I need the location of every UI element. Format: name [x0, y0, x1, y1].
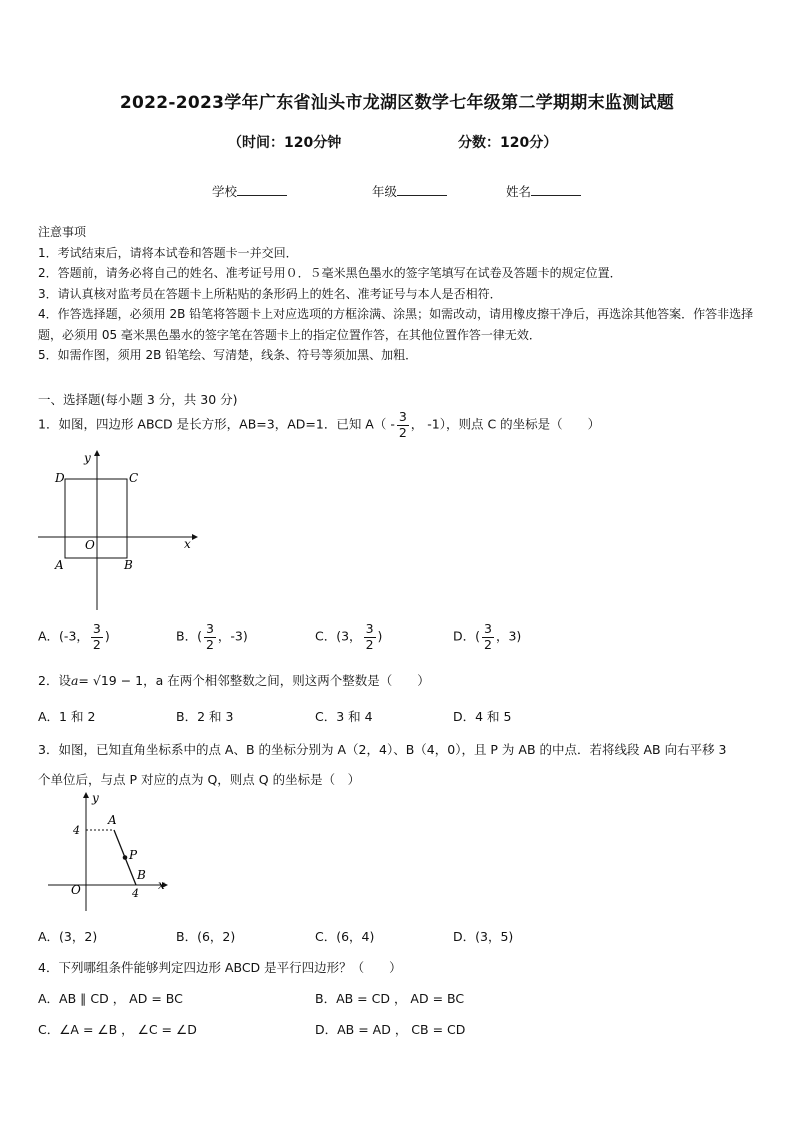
q3-option-a[interactable]: A．(3，2) [38, 929, 98, 944]
y-axis-arrow [94, 450, 100, 456]
page-title: 2022-2023学年广东省汕头市龙湖区数学七年级第二学期期末监测试题 [119, 93, 675, 113]
q1-option-b[interactable] [176, 622, 248, 652]
q2-option-b[interactable]: B．2 和 3 [176, 709, 234, 724]
name-field [506, 182, 581, 200]
y-tick-4: 4 [73, 824, 80, 837]
q3-option-b[interactable]: B．(6，2) [176, 929, 236, 944]
q2-option-d[interactable]: D．4 和 5 [453, 709, 512, 724]
school-label: 学校 [212, 184, 238, 199]
point-a-label: A [55, 558, 64, 572]
point-b-label: B [137, 868, 146, 882]
x-axis-label: x [184, 537, 191, 551]
notes-block [38, 222, 760, 366]
notes-item: 4．作答选择题，必须用 2B 铅笔将答题卡上对应选项的方框涂满、涂黑；如需改动，请用橡皮擦干净后，再选涂其他答案．作答非选择题，必须用 05 毫米黑色墨水的签字笔在答题卡上的指定位置作答，在其他位置作答一律无效． [38, 307, 754, 342]
y-axis-arrow [83, 792, 89, 798]
q4-option-a[interactable]: A．AB ∥ CD ， AD = BC [38, 991, 183, 1006]
frac-numerator: 3 [92, 621, 101, 636]
question-2 [38, 671, 430, 689]
option-tail: ) [377, 628, 383, 644]
notes-item: 3．请认真核对监考员在答题卡上所粘贴的条形码上的姓名、准考证号与本人是否相符． [38, 286, 502, 301]
name-label: 姓名 [506, 184, 532, 199]
notes-item: 1．考试结束后，请将本试卷和答题卡一并交回． [38, 245, 298, 260]
fraction [204, 622, 216, 652]
fraction [364, 622, 376, 652]
rectangle-abcd [65, 479, 127, 558]
origin-label: O [71, 883, 81, 897]
point-p-dot [123, 855, 128, 860]
frac-numerator: 3 [484, 621, 492, 636]
grade-blank [397, 183, 447, 196]
y-axis-label: y [84, 451, 91, 465]
notes-heading: 注意事项 [38, 225, 87, 239]
point-d-label: D [55, 471, 65, 485]
question-3-line-2: 个单位后，与点 P 对应的点为 Q，则点 Q 的坐标是（ ） [38, 772, 361, 787]
q2-expression: = √19 − 1 [78, 673, 144, 688]
q1-text: 1．如图，四边形 ABCD 是长方形，AB=3，AD=1．已知 A（ - [38, 416, 395, 432]
q2-option-c[interactable]: C．3 和 4 [315, 709, 373, 724]
q1-text-end: ， -1），则点 C 的坐标是（ ） [410, 416, 601, 432]
fraction [397, 410, 409, 440]
frac-numerator: 3 [205, 621, 214, 636]
q3-option-d[interactable]: D．(3，5) [453, 929, 514, 944]
school-field [212, 182, 287, 200]
option-label: A．(-3， [38, 628, 89, 644]
q1-option-d[interactable] [453, 622, 521, 652]
option-tail: ，3) [495, 628, 522, 644]
q4-option-c[interactable]: C．∠A = ∠B ， ∠C = ∠D [38, 1022, 197, 1037]
option-tail: ) [104, 628, 110, 644]
notes-item: 2．答题前，请务必将自己的姓名、准考证号用０．５毫米黑色墨水的签字笔填写在试卷及答题卡的规定位置． [38, 266, 622, 280]
name-blank [531, 183, 581, 196]
q4-option-d[interactable]: D．AB = AD ， CB = CD [315, 1022, 466, 1037]
fraction [91, 622, 103, 652]
frac-denominator: 2 [398, 424, 407, 440]
question-3-line-1: 3．如图，已知直角坐标系中的点 A、B 的坐标分别为 A（2，4）、B（4，0），且 P 为 AB 的中点．若将线段 AB 向右平移 3 [38, 742, 727, 757]
option-label: C．(3， [315, 628, 362, 644]
frac-numerator: 3 [365, 621, 374, 636]
frac-denominator: 2 [365, 636, 374, 652]
school-blank [237, 183, 287, 196]
frac-denominator: 2 [205, 636, 214, 652]
point-b-label: B [124, 558, 133, 572]
question-1 [38, 410, 600, 440]
point-c-label: C [129, 471, 139, 485]
q4-option-b[interactable]: B．AB = CD ， AD = BC [315, 991, 465, 1006]
section-heading: 一、选择题(每小题 3 分，共 30 分) [38, 392, 238, 407]
exam-score: 分数：120分） [458, 135, 558, 151]
grade-label: 年级 [372, 184, 398, 199]
grade-field [372, 182, 447, 200]
q1-rectangle-figure [34, 448, 204, 613]
frac-numerator: 3 [398, 409, 407, 424]
x-tick-4: 4 [132, 887, 139, 900]
x-axis-arrow [192, 534, 198, 540]
q3-segment-figure [44, 790, 174, 915]
point-p-label: P [129, 848, 138, 862]
q2-option-a[interactable]: A．1 和 2 [38, 709, 96, 724]
option-label: D．( [453, 628, 481, 644]
point-a-label: A [108, 813, 117, 827]
q3-option-c[interactable]: C．(6，4) [315, 929, 375, 944]
frac-denominator: 2 [484, 636, 492, 652]
frac-denominator: 2 [92, 636, 101, 652]
fraction [482, 622, 494, 652]
question-4: 4．下列哪组条件能够判定四边形 ABCD 是平行四边形？（ ） [38, 960, 402, 975]
q1-option-c[interactable] [315, 622, 382, 652]
q2-variable: a [70, 673, 79, 688]
exam-time: （时间：120分钟 [228, 135, 342, 151]
origin-label: O [85, 538, 95, 552]
notes-item: 5．如需作图，须用 2B 铅笔绘、写清楚，线条、符号等须加黑、加粗． [38, 348, 418, 362]
option-label: B．( [176, 628, 202, 644]
x-axis-label: x [158, 878, 165, 892]
q2-text-end: ，a 在两个相邻整数之间，则这两个整数是（ ） [143, 673, 430, 688]
option-tail: ，-3) [217, 628, 248, 644]
q1-option-a[interactable] [38, 622, 110, 652]
q2-text: 2．设 [38, 673, 71, 688]
y-axis-label: y [92, 791, 99, 805]
